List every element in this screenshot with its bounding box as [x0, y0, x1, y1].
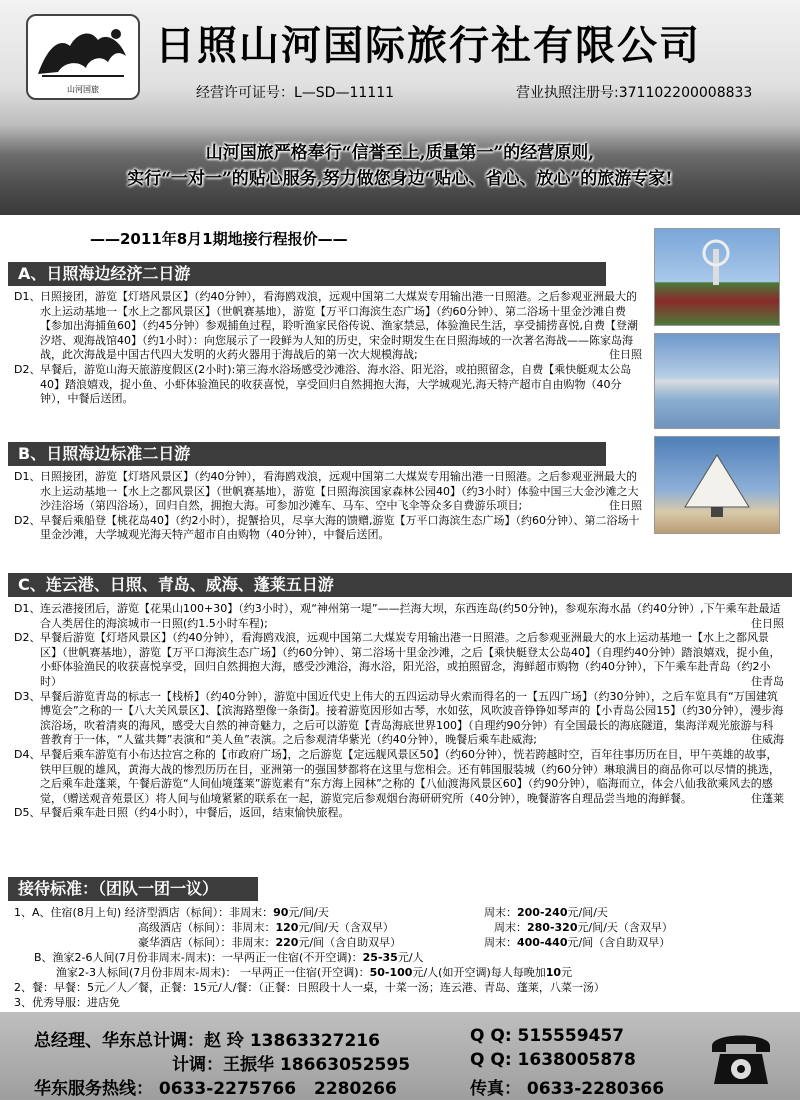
hotline-number: 0633-2275766	[158, 1079, 297, 1099]
fax	[470, 1074, 664, 1099]
day-location: 住日照	[609, 348, 642, 362]
day-label: D2、	[14, 513, 41, 527]
fisher-unit: 元/人(如开空调)每人每晚加	[412, 966, 546, 979]
day-text: 早餐后游览【灯塔风景区】（约40分钟），看海鸥戏浪，远观中国第二大煤炭专用输出港一日照港。之后参观亚洲最大的水上运动基地一【水上之都风景区】（世帆赛基地），游览【万平口海滨生态广场】（约60分钟）、第二浴场十里金沙滩，之后【乘快艇登太公岛40】（自理约40分钟）踏浪嬉戏，捉小鱼，小虾体验渔民的收获喜悦享受，回归自然拥抱大海，感受沙滩浴，海水浴，阳光浴，或拍照留念，海鲜超市购物（约40分钟），下午乘车赴青岛（约2小时）	[40, 631, 781, 688]
qq-number: 515559457	[517, 1026, 625, 1046]
hotline-label: 华东服务热线：	[34, 1079, 153, 1099]
hotel-type: 豪华酒店（标间）：非周末：	[138, 936, 276, 949]
qq-label: Q Q:	[470, 1026, 512, 1046]
fisher-row	[14, 965, 784, 980]
weekend-unit: 元/间（含自助双早）	[567, 936, 671, 949]
day-text: 早餐后乘车赴日照（约4小时），中餐后，返回，结束愉快旅程。	[40, 806, 350, 820]
standards-title: 接待标准：（团队一团一议）	[8, 877, 258, 901]
section-c-body	[14, 602, 784, 821]
day-text: 早餐后乘船登【桃花岛40】（约2小时），捉蟹拾贝，尽享大海的馈赠,游览【万平口海滨生态广场】（约60分钟）、第二浴场十里金沙滩，大学城观光海天特产超市自由购物（40分钟），中餐后送团。	[40, 513, 640, 542]
fisher-type: B、渔家2-6人间(7月份非周末-周末)：一早两正一住宿(不开空调)：	[34, 951, 363, 964]
period-title: ——2011年8月1期地接行程报价——	[90, 230, 348, 248]
day-text: 连云港接团后，游览【花果山100+30】（约3小时），观“神州第一堤”——拦海大坝，东西连岛(约50分钟)，参观东海水晶（约40分钟）,下午乘车赴最适合人类居住的海滨城市一日照(约1.5小时车程);	[40, 602, 781, 630]
weekend-unit: 元/间/天	[567, 906, 608, 919]
standards-body	[14, 905, 784, 1010]
company-logo	[26, 14, 140, 100]
footer-contact	[0, 1012, 800, 1100]
hotel-price: 220	[275, 936, 299, 949]
license-number: 经营许可证号：L—SD—11111	[196, 85, 395, 101]
itinerary-day	[14, 290, 642, 363]
fisher-unit: 元/人	[397, 951, 424, 964]
gm-contact	[34, 1026, 380, 1051]
fisher-extra-unit: 元	[561, 966, 573, 979]
day-label: D2、	[14, 362, 41, 376]
day-text: 早餐后，游览山海天旅游度假区(2小时):第三海水浴场感受沙滩浴、海水浴、阳光浴，或拍照留念，自费【乘快艇观太公岛40】踏浪嬉戏，捉小鱼、小虾体验渔民的收获喜悦，享受回归自然拥抱大海，大学城观光,海天特产超市自由购物（40分钟），中餐后送团。	[40, 362, 632, 406]
hotline	[34, 1074, 397, 1099]
fisher-row	[14, 950, 784, 965]
fax-number: 0633-2280366	[526, 1079, 665, 1099]
day-label: D4、	[14, 747, 41, 761]
day-label: D5、	[14, 806, 41, 820]
qq-label: Q Q:	[470, 1050, 512, 1070]
itinerary-day	[14, 602, 784, 631]
logo-caption: 山河国旅	[67, 85, 99, 94]
weekend-label: 周末：	[484, 906, 517, 919]
telephone-icon	[706, 1024, 776, 1088]
itinerary-day	[14, 690, 784, 748]
weekend-price: 400-440	[517, 936, 568, 949]
section-b-body	[14, 470, 642, 543]
weekend-label: 周末：	[494, 921, 527, 934]
fisher-extra: 10	[545, 966, 562, 979]
fisher-type: 渔家2-3人标间(7月份非周末-周末)： 一早两正一住宿(开空调)：	[56, 966, 370, 979]
itinerary-day	[14, 470, 642, 514]
company-name: 日照山河国际旅行社有限公司	[155, 23, 701, 69]
hotel-price: 120	[275, 921, 299, 934]
mountain-logo-icon	[28, 16, 138, 86]
fisher-price: 50-100	[369, 966, 413, 979]
day-label: D1、	[14, 290, 41, 303]
fax-label: 传真：	[470, 1079, 521, 1099]
gm-label: 总经理、华东总计调：赵 玲	[34, 1031, 244, 1051]
hotline-number-2: 2280266	[314, 1079, 397, 1099]
meals-row: 2、餐：早餐：5元／人／餐，正餐：15元/人/餐：（正餐：日照段十人一桌，十菜一汤；连云港、青岛、蓬莱，八菜一汤）	[14, 981, 605, 994]
guide-row: 3、优秀导服：进店免	[14, 996, 120, 1009]
itinerary-day	[14, 806, 784, 821]
planner-contact	[172, 1050, 410, 1075]
header-banner	[0, 0, 800, 215]
hotel-type: 1、A、住宿(8月上旬) 经济型酒店（标间）：非周末：	[14, 906, 274, 919]
day-text: 早餐后游览青岛的标志一【栈桥】（约40分钟），游览中国近代史上伟大的五四运动导火索而得名的一【五四广场】（约30分钟），之后车览具有“万国建筑博览会”之称的一【八大关风景区】、【滨海路塑像一条街】。接着游览因形如古琴，水如弦，风吹波音铮铮如琴声的【小青岛公园15】（约30分钟），漫步海滨浴场，吹着清爽的海风，感受大自然的神奇魅力，之后可以游览【青岛海底世界100】（自理约90分钟）有全国最长的海底隧道，集海洋观光旅游与科普教育于一体，“人鲨共舞”表演和“美人鱼”表演。之后参观清华紫光（约40分钟），晚餐后乘车赴威海;	[40, 689, 784, 747]
day-location: 住威海	[751, 733, 784, 747]
weekend-unit: 元/间/天（含双早）	[577, 921, 673, 934]
section-c-title: C、连云港、日照、青岛、威海、蓬莱五日游	[8, 573, 792, 597]
lighthouse-photo	[654, 228, 780, 326]
section-a-title: A、日照海边经济二日游	[8, 262, 606, 286]
day-label: D1、	[14, 470, 41, 483]
slogan-line-1: 山河国旅严格奉行“信誉至上,质量第一”的经营原则,	[205, 143, 595, 163]
tent-icon	[655, 437, 779, 533]
itinerary-day	[14, 748, 784, 806]
standards-row	[14, 905, 784, 920]
weekend-price: 280-320	[527, 921, 578, 934]
section-a-body	[14, 290, 642, 407]
day-location: 住日照	[609, 499, 642, 513]
standards-row	[14, 920, 784, 935]
day-text: 早餐后乘车游览有小布达拉宫之称的【市政府广场】，之后游览【定远舰风景区50】（约60分钟），恍若跨越时空，百年往事历历在目，甲午英雄的故事，铁甲巨舰的雄风，黄海大战的惨烈历历在目，亚洲第一的强国梦都将在这里与您相会。还有韩国服装城（约60分钟）琳琅满目的商品你可以尽情的挑选，之后乘车赴蓬莱，午餐后游览“人间仙境蓬莱”游览素有“东方海上园林”之称的【八仙渡海风景区60】（约90分钟），临海而立，体会八仙我欲乘风去的感觉，（赠送观音苑景区）将人间与仙境紧紧的联系在一起，游览完后参观烟台海研研究所（40分钟），晚餐游客自理品尝当地的海鲜餐。	[40, 747, 780, 805]
qq-number: 1638005878	[517, 1050, 636, 1070]
section-b-title: B、日照海边标准二日游	[8, 442, 606, 466]
bay-photo	[654, 333, 780, 429]
day-text: 日照接团，游览【灯塔风景区】（约40分钟），看海鸥戏浪，远观中国第二大煤炭专用输出港一日照港。之后参观亚洲最大的水上运动基地一【水上之都风景区】（世帆赛基地），游览【日照海滨国家森林公园40】（约3小时）体验中国三大金沙滩之大沙洼浴场（第四浴场），回归自然，拥抱大海。可参加沙滩车、马车、空中飞伞等众多自费游乐项目;	[40, 470, 639, 513]
gm-phone: 13863327216	[249, 1031, 380, 1051]
hotel-unit: 元/间（含自助双早）	[298, 936, 402, 949]
fisher-price: 25-35	[362, 951, 398, 964]
qq-1	[470, 1026, 624, 1046]
qq-2	[470, 1050, 636, 1070]
day-label: D1、	[14, 602, 41, 615]
planner-phone: 18663052595	[279, 1055, 411, 1075]
hotel-unit: 元/间/天（含双早）	[298, 921, 394, 934]
day-location: 住蓬莱	[751, 791, 784, 805]
day-text: 日照接团，游览【灯塔风景区】（约40分钟），看海鸥戏浪，远观中国第二大煤炭专用输出港一日照港。之后参观亚洲最大的水上运动基地一【水上之都风景区】（世帆赛基地），游览【万平口海滨生态广场】（约60分钟）、第二浴场十里金沙滩自费【参加出海捕鱼60】（约45分钟）参观捕鱼过程，聆听渔家民俗传说、渔家禁忌，体验渔民生活，享受捕捞喜悦,自费【登潮汐塔、观海战馆40】（约1小时）：向您展示了一段鲜为人知的历史，宋金时期发生在日照海域的一次著名海战——陈家岛海战，此次海战是中国古代四大发明的火药火器用于海战后的第一次大规模海战;	[40, 290, 638, 362]
slogan-line-2: 实行“一对一”的贴心服务,努力做您身边“贴心、省心、放心”的旅游专家!	[127, 169, 673, 189]
hotel-unit: 元/间/天	[288, 906, 329, 919]
day-label: D2、	[14, 631, 41, 645]
hotel-price: 90	[273, 906, 289, 919]
lighthouse-icon	[655, 229, 779, 325]
hotel-type: 高级酒店（标间）：非周末：	[138, 921, 276, 934]
weekend-label: 周末：	[484, 936, 517, 949]
itinerary-day	[14, 363, 642, 407]
day-location: 住日照	[751, 616, 784, 630]
day-label: D3、	[14, 689, 41, 703]
itinerary-day	[14, 631, 784, 689]
weekend-price: 200-240	[517, 906, 568, 919]
registration-number: 营业执照注册号:371102200008833	[516, 85, 753, 101]
planner-label: 计调：王振华	[172, 1055, 274, 1075]
day-location: 住青岛	[751, 674, 784, 688]
tent-photo	[654, 436, 780, 534]
standards-row	[14, 935, 784, 950]
itinerary-day	[14, 514, 642, 543]
